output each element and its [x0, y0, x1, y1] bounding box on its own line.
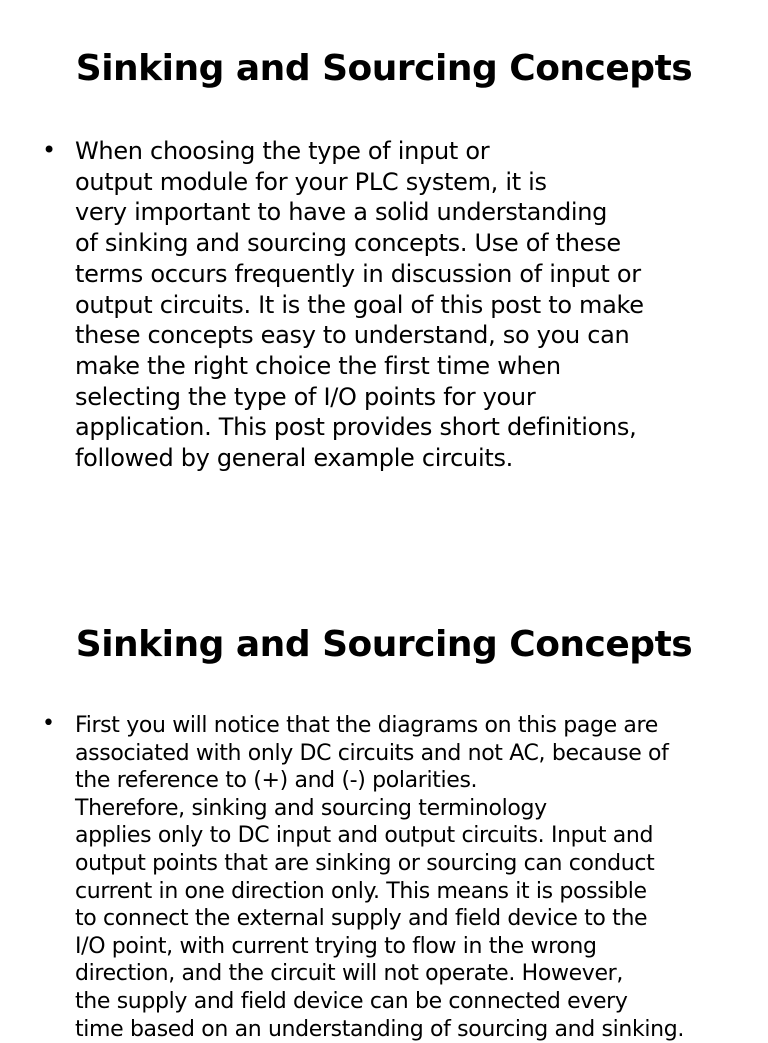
- bullet-item: [42, 712, 742, 1043]
- bullet-item: [42, 136, 742, 474]
- slide-title: Sinking and Sourcing Concepts: [75, 48, 693, 89]
- slide-title: Sinking and Sourcing Concepts: [75, 624, 693, 665]
- bullet-text: First you will notice that the diagrams on this page are associated with only DC circuits and not AC, because of the reference to (+) and (-) polarities. Therefore, sinking and sourcing terminology applies only to DC input and output circuits. Input and output points that are sinking or sourcing can conduct current in one direction only. This means it is possible to connect the external supply and field device to the I/O point, with current trying to flow in the wrong direction, and the circuit will not operate. However, the supply and field device can be connected every time based on an understanding of sourcing and sinking.: [75, 713, 684, 1042]
- bullet-text: When choosing the type of input or output module for your PLC system, it is very important to have a solid understanding of sinking and sourcing concepts. Use of these terms occurs frequently in discussion of input or output circuits. It is the goal of this post to make these concepts easy to understand, so you can make the right choice the first time when selecting the type of I/O points for your application. This post provides short definitions, followed by general example circuits.: [75, 137, 644, 473]
- bullet-marker: •: [42, 711, 55, 736]
- slide-2: [0, 576, 768, 1042]
- bullet-marker: •: [42, 136, 57, 164]
